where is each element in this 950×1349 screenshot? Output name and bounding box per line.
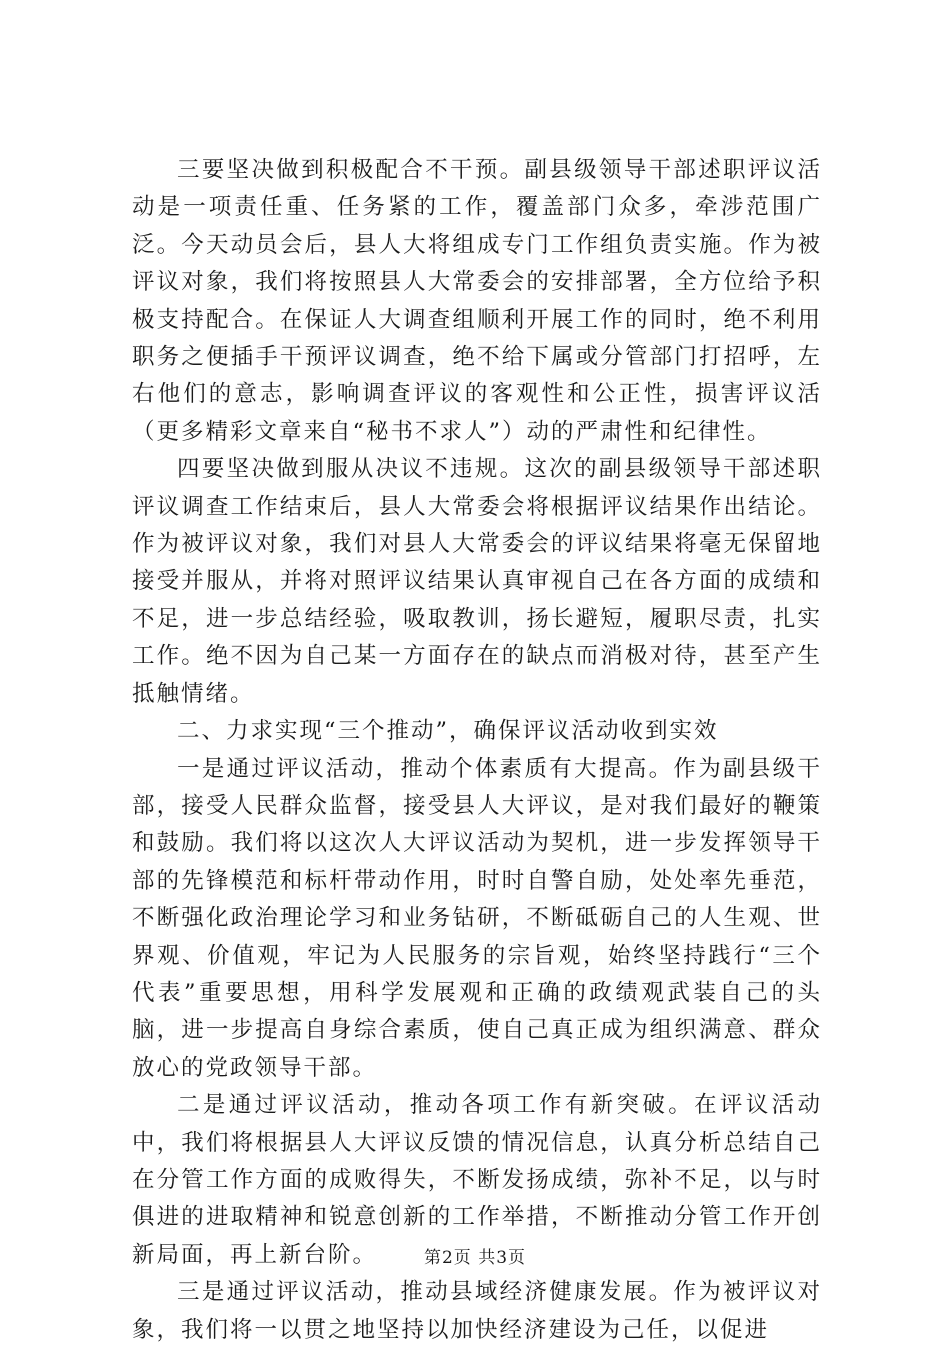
- paragraph-first-promotion: 一是通过评议活动，推动个体素质有大提高。作为副县级干部，接受人民群众监督，接受县人大评议，是对我们最好的鞭策和鼓励。我们将以这次人大评议活动为契机，进一步发挥领导干部的先锋模范和标杆带动作用，时时自警自励，处处率先垂范，不断强化政治理论学习和业务钻研，不断砥砺自己的人生观、世界观、价值观，牢记为人民服务的宗旨观，始终坚持践行“三个代表”重要思想，用科学发展观和正确的政绩观武装自己的头脑，进一步提高自身综合素质，使自己真正成为组织满意、群众放心的党政领导干部。: [132, 755, 822, 1081]
- paragraph-fourth-requirement: 四要坚决做到服从决议不违规。这次的副县级领导干部述职评议调查工作结束后，县人大常委会将根据评议结果作出结论。作为被评议对象，我们对县人大常委会的评议结果将毫无保留地接受并服从，并将对照评议结果认真审视自己在各方面的成绩和不足，进一步总结经验，吸取教训，扬长避短，履职尽责，扎实工作。绝不因为自己某一方面存在的缺点而消极对待，甚至产生抵触情绪。: [132, 456, 822, 707]
- document-body: [132, 152, 822, 1349]
- section-heading: 二、力求实现“三个推动”，确保评议活动收到实效: [177, 718, 719, 745]
- page-number-footer: 第2页 共3页: [423, 1248, 527, 1268]
- paragraph-third-promotion: 三是通过评议活动，推动县域经济健康发展。作为被评议对象，我们将一以贯之地坚持以加快经济建设为己任，以促进: [132, 1279, 822, 1343]
- paragraph-third-requirement: 三要坚决做到积极配合不干预。副县级领导干部述职评议活动是一项责任重、任务紧的工作，覆盖部门众多，牵涉范围广泛。今天动员会后，县人大将组成专门工作组负责实施。作为被评议对象，我们将按照县人大常委会的安排部署，全方位给予积极支持配合。在保证人大调查组顺利开展工作的同时，绝不利用职务之便插手干预评议调查，绝不给下属或分管部门打招呼，左右他们的意志，影响调查评议的客观性和公正性，损害评议活（更多精彩文章来自“秘书不求人”）动的严肃性和纪律性。: [132, 157, 822, 445]
- paragraph-second-promotion: 二是通过评议活动，推动各项工作有新突破。在评议活动中，我们将根据县人大评议反馈的情况信息，认真分析总结自己在分管工作方面的成败得失，不断发扬成绩，弥补不足，以与时俱进的进取精神和锐意创新的工作举措，不断推动分管工作开创新局面，再上新台阶。: [132, 1092, 822, 1268]
